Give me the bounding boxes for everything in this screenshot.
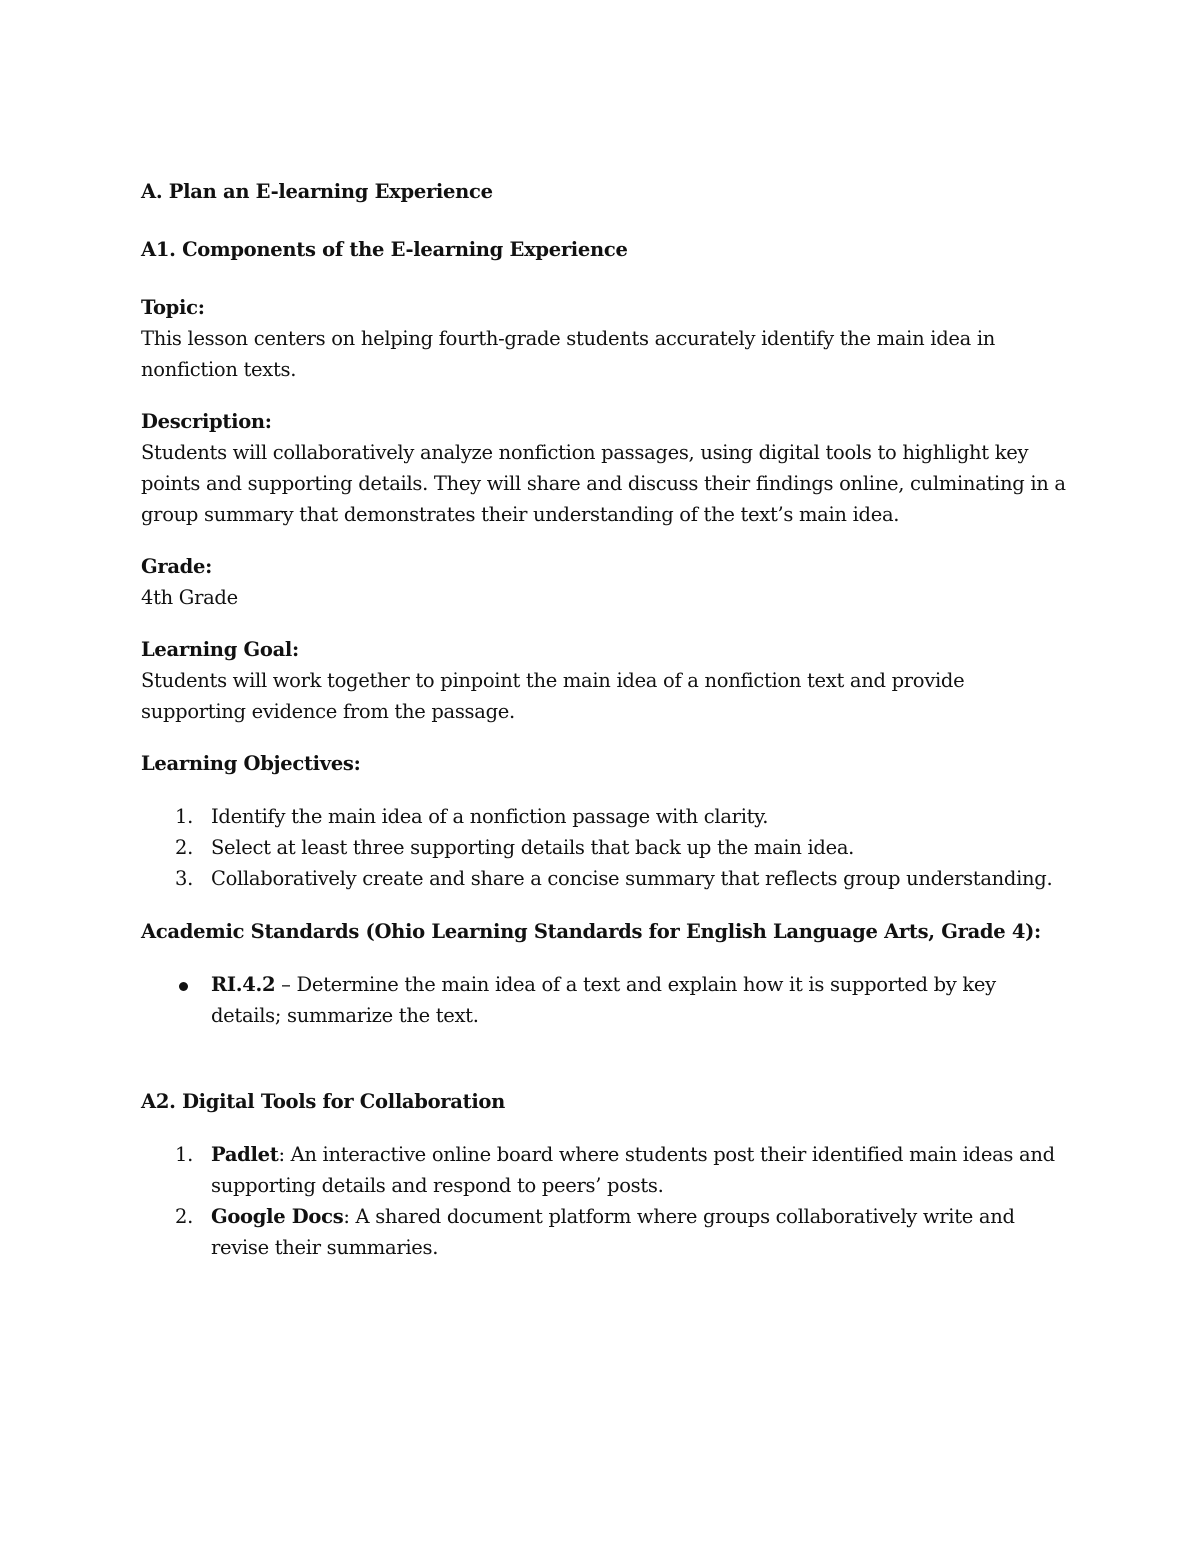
bullet-icon bbox=[179, 982, 188, 991]
list-item bbox=[141, 832, 1071, 863]
tool-text: : An interactive online board where students post their identified main ideas and supporting details and respond to peers’ posts. bbox=[211, 1143, 1055, 1197]
topic-block bbox=[141, 292, 1071, 385]
tool-name: Padlet bbox=[211, 1143, 279, 1166]
list-number: 2. bbox=[175, 1205, 194, 1228]
academic-standards-list bbox=[141, 969, 1071, 1031]
learning-objectives-label: Learning Objectives: bbox=[141, 752, 361, 775]
list-number: 1. bbox=[175, 1143, 194, 1166]
topic-text: This lesson centers on helping fourth-grade students accurately identify the main idea in nonfiction texts. bbox=[141, 327, 996, 381]
section-heading-a: A. Plan an E-learning Experience bbox=[141, 180, 493, 203]
list-item bbox=[141, 1139, 1071, 1201]
list-item bbox=[141, 969, 1071, 1031]
list-item bbox=[141, 801, 1071, 832]
learning-goal-text: Students will work together to pinpoint the main idea of a nonfiction text and provide supporting evidence from the passage. bbox=[141, 669, 965, 723]
tool-text: : A shared document platform where groups collaboratively write and revise their summaries. bbox=[211, 1205, 1015, 1259]
list-item-text: Select at least three supporting details that back up the main idea. bbox=[211, 836, 855, 859]
description-block bbox=[141, 406, 1071, 530]
standard-text: – Determine the main idea of a text and explain how it is supported by key details; summarize the text. bbox=[211, 973, 996, 1027]
list-item-text: Identify the main idea of a nonfiction passage with clarity. bbox=[211, 805, 769, 828]
academic-standards-label: Academic Standards (Ohio Learning Standards for English Language Arts, Grade 4): bbox=[141, 920, 1041, 943]
list-item bbox=[141, 1201, 1071, 1263]
list-item-text: Collaboratively create and share a concise summary that reflects group understanding. bbox=[211, 867, 1053, 890]
standard-code: RI.4.2 bbox=[211, 973, 276, 996]
description-text: Students will collaboratively analyze nonfiction passages, using digital tools to highlight key points and supporting details. They will share and discuss their findings online, culminating in a group summary that demonstrates their understanding of the text’s main idea. bbox=[141, 441, 1066, 526]
tool-name: Google Docs bbox=[211, 1205, 344, 1228]
list-item bbox=[141, 863, 1071, 894]
digital-tools-list bbox=[141, 1139, 1071, 1263]
grade-label: Grade: bbox=[141, 555, 213, 578]
section-heading-a1: A1. Components of the E-learning Experience bbox=[141, 238, 628, 261]
grade-text: 4th Grade bbox=[141, 586, 238, 609]
list-number: 2. bbox=[175, 836, 194, 859]
topic-label: Topic: bbox=[141, 296, 205, 319]
list-number: 3. bbox=[175, 867, 194, 890]
list-number: 1. bbox=[175, 805, 194, 828]
section-heading-a2: A2. Digital Tools for Collaboration bbox=[141, 1090, 506, 1113]
learning-objectives-list bbox=[141, 801, 1071, 894]
learning-goal-label: Learning Goal: bbox=[141, 638, 299, 661]
grade-block bbox=[141, 551, 1071, 613]
document-body bbox=[141, 176, 1071, 1263]
description-label: Description: bbox=[141, 410, 272, 433]
learning-goal-block bbox=[141, 634, 1071, 727]
